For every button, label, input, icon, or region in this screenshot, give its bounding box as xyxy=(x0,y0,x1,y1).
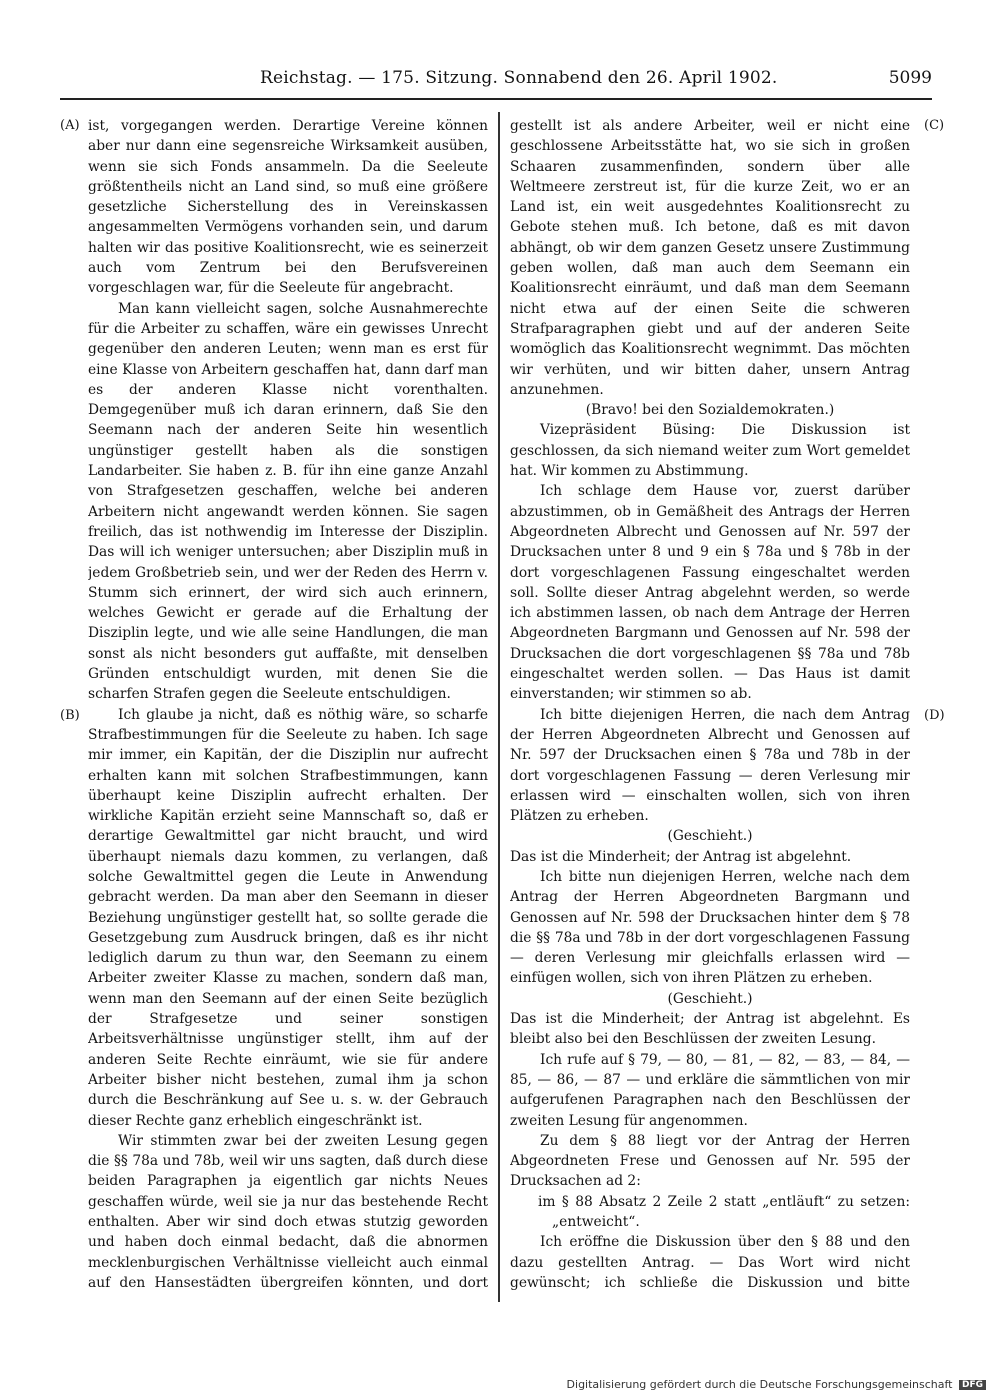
page-number: 5099 xyxy=(888,68,932,88)
paragraph: Ich rufe auf § 79, — 80, — 81, — 82, — 83, — 84, — 85, — 86, — 87 — und erkläre die sämmtlichen von mir aufgerufenen Paragraphen nach den Beschlüssen der zweiten Lesung für angenommen. xyxy=(510,1051,910,1129)
interjection: (Bravo! bei den Sozialdemokraten.) xyxy=(585,402,835,419)
paragraph: Man kann vielleicht sagen, solche Ausnahmerechte für die Arbeiter zu schaffen, wäre ein gewisses Unrecht gegenüber den anderen Leuten; wenn man es erst für eine Klasse von Arbeitern geschaffen hat, dann darf man es der anderen Klasse nicht vorenthalten. Demgegenüber muß ich daran erinnern, daß Sie den Seemann nach der anderen Seite hin wesentlich ungünstiger gestellt haben als die sonstigen Landarbeiter. Sie haben z. B. für ihn eine ganze Anzahl von Strafgesetzen geschaffen, welche bei anderen Arbeitern nicht angewandt werden können. Sie sagen freilich, das ist nothwendig im Interesse der Disziplin. Das will ich weniger untersuchen; aber Disziplin muß in jedem Großbetrieb sein, und wer der Reden des Herrn v. Stumm sich erinnert, der wird sich auch erinnern, welches Gewicht er gerade auf die Erhaltung der Disziplin legte, und wie alle seine Handlungen, die man sonst als nicht besonders gut auffaßte, mit denselben Gründen entschuldigt wurden, mit denen Sie die scharfen Strafen gegen die Seeleute entschuldigen. xyxy=(88,300,488,703)
funding-note: Digitalisierung gefördert durch die Deutsche Forschungsgemeinschaft xyxy=(566,1378,953,1391)
interjection: (Geschieht.) xyxy=(667,990,753,1007)
paragraph: im § 88 Absatz 2 Zeile 2 statt „entläuft“ zu setzen: „entweicht“. xyxy=(538,1193,910,1231)
paragraph: ist, vorgegangen werden. Derartige Vereine können aber nur dann eine segensreiche Wirksamkeit ausüben, wenn sie sich Fonds ansammeln. Da die Seeleute größtentheils nicht an Land sind, so muß eine größere gesetzliche Sicherstellung des in Vereinskassen angesammelten Vermögens vorhanden sein, und darum halten wir das positive Koalitionsrecht, wie es seinerzeit auch vom Zentrum bei den Berufsvereinen vorgeschlagen war, für die Seeleute für angebracht. xyxy=(88,118,488,297)
paragraph: Ich bitte diejenigen Herren, die nach dem Antrag der Herren Abgeordneten Albrecht und Genossen auf Nr. 597 der Drucksachen einen § 78a und 78b in der dort vorgeschlagenen Fassung — deren Verlesung mir erlassen wird — einschalten wollen, sich von ihren Plätzen zu erheben. xyxy=(510,706,910,825)
page-header xyxy=(60,66,932,100)
paragraph: Wir stimmten zwar bei der zweiten Lesung gegen die §§ 78a und 78b, weil wir uns sagten, daß durch diese beiden Paragraphen ja eigentlich gar nichts Neues geschaffen würde, weil sie ja nur das bestehende Recht enthalten. Aber wir sind doch etwas stutzig geworden und haben doch einmal bedacht, daß die abnormen mecklenburgischen Verhältnisse vielleicht auch einmal auf den Hansestädten übergreifen könnten, und dort xyxy=(88,1132,488,1291)
dfg-logo: DFG xyxy=(959,1380,986,1390)
paragraph: Ich schlage dem Hause vor, zuerst darüber abzustimmen, ob in Gemäßheit des Antrags der Herren Abgeordneten Albrecht und Genossen auf Nr. 597 der Drucksachen unter 8 und 9 ein § 78a und § 78b in der dort vorgeschlagenen Fassung eingeschaltet werden soll. Sollte dieser Antrag abgelehnt werden, so werde ich abstimmen lassen, ob nach dem Antrage der Herren Abgeordneten Bargmann und Genossen auf Nr. 598 der Drucksachen die dort vorgeschlagenen §§ 78a und 78b eingeschaltet werden sollen. — Das Haus ist damit einverstanden; wir stimmen so ab. xyxy=(510,483,910,703)
running-title: Reichstag. — 175. Sitzung. Sonnabend den 26. April 1902. xyxy=(260,68,778,88)
paragraph: Ich glaube ja nicht, daß es nöthig wäre, so scharfe Strafbestimmungen für die Seeleute zu haben. Ich sage mir immer, ein Kapitän, der die Disziplin nur aufrecht erhalten kann mit solchen Strafbestimmungen, kann überhaupt keine Disziplin aufrecht erhalten. Der wirkliche Kapitän erzieht seine Mannschaft so, daß er derartige Gewaltmittel gar nicht braucht, und wird überhaupt niemals dazu kommen, zu verlangen, daß solche Gewaltmittel gegen die Leute in Anwendung gebracht werden. Da man aber den Seemann in dieser Beziehung ungünstiger gestellt hat, so sollte gerade die Gesetzgebung zum Ausdruck bringen, daß es ihr nicht lediglich darum zu thun war, den Seemann zu einem Arbeiter zweiter Klasse zu machen, sondern daß man, wenn man den Seemann auf der einen Seite bezüglich der Strafgesetze und seiner sonstigen Arbeitsverhältnisse ungünstiger stellt, ihm auf der anderen Seite Rechte einräumt, wie sie für andere Arbeiter bisher nicht bestehen, zumal ihm ja schon durch die Beschränkung auf See u. s. w. der Gebrauch dieser Rechte ganz erheblich eingeschränkt ist. xyxy=(88,706,488,1129)
margin-marker-b: (B) xyxy=(60,708,80,723)
interjection: (Geschieht.) xyxy=(667,828,753,845)
paragraph: Das ist die Minderheit; der Antrag ist abgelehnt. Es bleibt also bei den Beschlüssen der zweiten Lesung. xyxy=(510,1011,910,1048)
paragraph: Das ist die Minderheit; der Antrag ist abgelehnt. xyxy=(510,848,852,865)
margin-marker-c: (C) xyxy=(924,118,945,133)
paragraph: Vizepräsident Büsing: Die Diskussion ist geschlossen, da sich niemand weiter zum Wort gemeldet hat. Wir kommen zu Abstimmung. xyxy=(510,422,910,480)
left-column xyxy=(88,116,488,1296)
margin-marker-d: (D) xyxy=(924,708,945,723)
paragraph: Ich eröffne die Diskussion über den § 88 und den dazu gestellten Antrag. — Das Wort wird nicht gewünscht; ich schließe die Diskussion und bitte xyxy=(510,1234,910,1291)
margin-marker-a: (A) xyxy=(60,118,80,133)
column-divider xyxy=(498,112,500,1302)
footer-credit xyxy=(567,1378,986,1391)
paragraph: Ich bitte nun diejenigen Herren, welche nach dem Antrag der Herren Abgeordneten Bargmann und Genossen auf Nr. 598 der Drucksachen hinter dem § 78 die §§ 78a und 78b in der dort vorgeschlagenen Fassung — deren Verlesung mir gleichfalls erlassen wird — einfügen wollen, sich von ihren Plätzen zu erheben. xyxy=(510,868,910,987)
paragraph: gestellt ist als andere Arbeiter, weil er nicht eine geschlossene Arbeitsstätte hat, wo sie sich in großen Schaaren zusammenfinden, sondern über alle Weltmeere zerstreut ist, für die kurze Zeit, wo er an Land ist, ein weit ausgedehntes Koalitionsrecht zu Gebote stehen muß. Ich betone, daß es mit davon abhängt, ob wir dem ganzen Gesetz unsere Zustimmung geben wollen, daß man auch dem Seemann ein Koalitionsrecht einräumt, und daß man dem Seemann nicht etwa auf der einen Seite die schweren Strafparagraphen giebt und auf der anderen Seite womöglich das Koalitionsrecht wegnimmt. Das möchten wir verhüten, und wir bitten daher, unsern Antrag anzunehmen. xyxy=(510,118,910,398)
right-column xyxy=(510,116,910,1296)
paragraph: Zu dem § 88 liegt vor der Antrag der Herren Abgeordneten Frese und Genossen auf Nr. 595 der Drucksachen ad 2: xyxy=(510,1132,910,1190)
